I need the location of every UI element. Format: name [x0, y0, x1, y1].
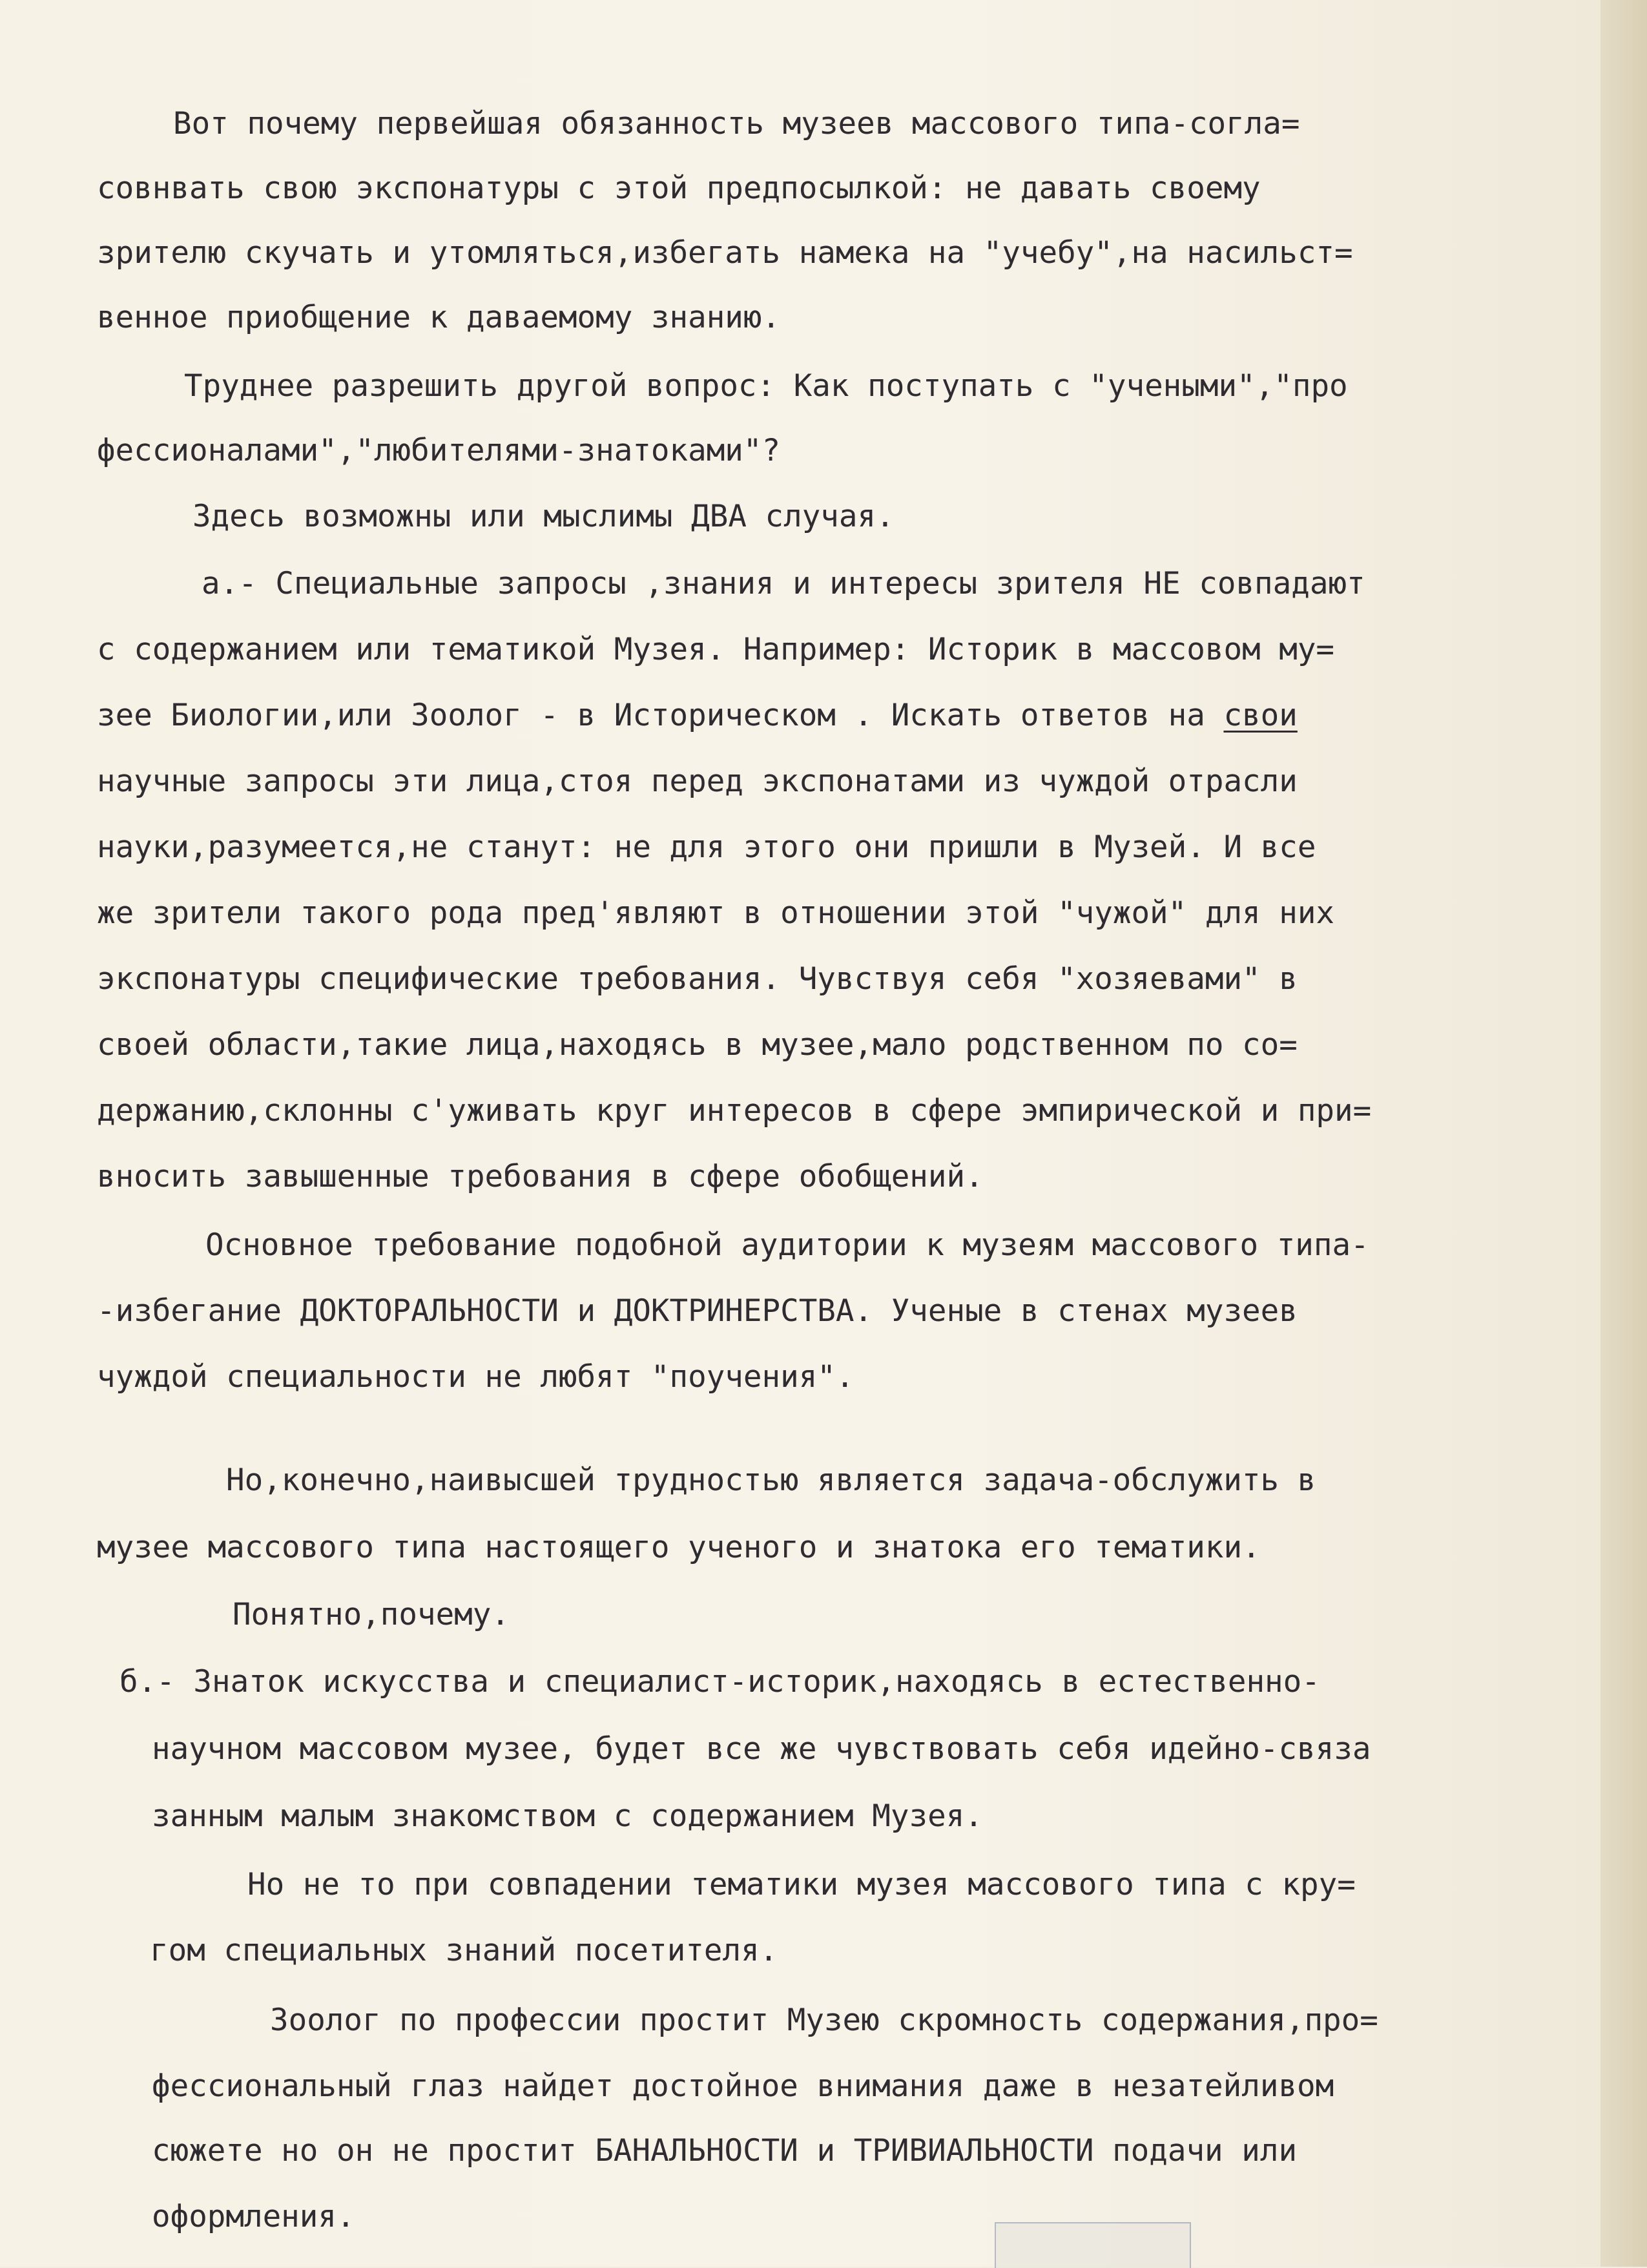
text-line: с содержанием или тематикой Музея. Например: Историк в массовом му=	[97, 632, 1335, 667]
page-edge-shadow	[1600, 0, 1647, 2267]
text-line: музее массового типа настоящего ученого и знатока его тематики.	[97, 1530, 1261, 1565]
text-line: фессиональный глаз найдет достойное внимания даже в незатейливом	[152, 2068, 1334, 2104]
text-line: экспонатуры специфические требования. Чувствуя себя "хозяевами" в	[97, 961, 1298, 997]
text-line: совнвать свою экспонатуры с этой предпосылкой: не давать своему	[97, 171, 1261, 206]
text-line: Понятно,почему.	[233, 1597, 510, 1632]
text-line: Труднее разрешить другой вопрос: Как поступать с "учеными","про	[184, 368, 1348, 404]
text-line: держанию,склонны с'уживать круг интересов в сфере эмпирической и при=	[97, 1093, 1372, 1129]
archive-stamp-mark	[995, 2222, 1191, 2268]
text-line: б.- Знаток искусства и специалист-историк,находясь в естественно-	[119, 1664, 1320, 1700]
text-line	[97, 696, 1298, 735]
underlined-word: свои	[1223, 698, 1298, 733]
text-line: науки,разумеется,не станут: не для этого они пришли в Музей. И все	[97, 829, 1316, 865]
text-line: своей области,такие лица,находясь в музее,мало родственном по со=	[97, 1027, 1298, 1063]
text-line: сюжете но он не простит БАНАЛЬНОСТИ и ТРИВИАЛЬНОСТИ подачи или	[152, 2133, 1298, 2169]
text-line: оформления.	[152, 2199, 355, 2234]
text-line: занным малым знакомством с содержанием Музея.	[152, 1798, 983, 1834]
text-line: фессионалами","любителями-знатоками"?	[97, 433, 781, 468]
text-line: чуждой специальности не любят "поучения".	[97, 1359, 855, 1395]
text-line: Здесь возможны или мыслимы ДВА случая.	[192, 499, 895, 534]
text-line: -избегание ДОКТОРАЛЬНОСТИ и ДОКТРИНЕРСТВА. Ученые в стенах музеев	[97, 1293, 1298, 1329]
text-line: Но не то при совпадении тематики музея массового типа с кру=	[247, 1867, 1356, 1902]
text-line: венное приобщение к даваемому знанию.	[97, 300, 781, 335]
text-line: же зрители такого рода пред'являют в отношении этой "чужой" для них	[97, 895, 1335, 931]
text-line: Основное требование подобной аудитории к музеям массового типа-	[205, 1227, 1369, 1263]
text-line: Вот почему первейшая обязанность музеев массового типа-согла=	[173, 106, 1300, 141]
text-line: гом специальных знаний посетителя.	[150, 1933, 778, 1968]
text-line: Но,конечно,наивысшей трудностью является задача-обслужить в	[226, 1462, 1316, 1498]
text-line: а.- Специальные запросы ,знания и интересы зрителя НЕ совпадают	[202, 566, 1365, 601]
text-line: Зоолог по профессии простит Музею скромность содержания,про=	[270, 2003, 1378, 2038]
text-segment: зее Биологии,или Зоолог - в Историческом . Искать ответов на	[97, 698, 1224, 733]
text-line: научные запросы эти лица,стоя перед экспонатами из чуждой отрасли	[97, 764, 1298, 799]
text-line: вносить завышенные требования в сфере обобщений.	[97, 1159, 984, 1194]
text-line: научном массовом музее, будет все же чувствовать себя идейно-связа	[152, 1731, 1371, 1767]
text-line: зрителю скучать и утомляться,избегать намека на "учебу",на насильст=	[97, 235, 1353, 271]
